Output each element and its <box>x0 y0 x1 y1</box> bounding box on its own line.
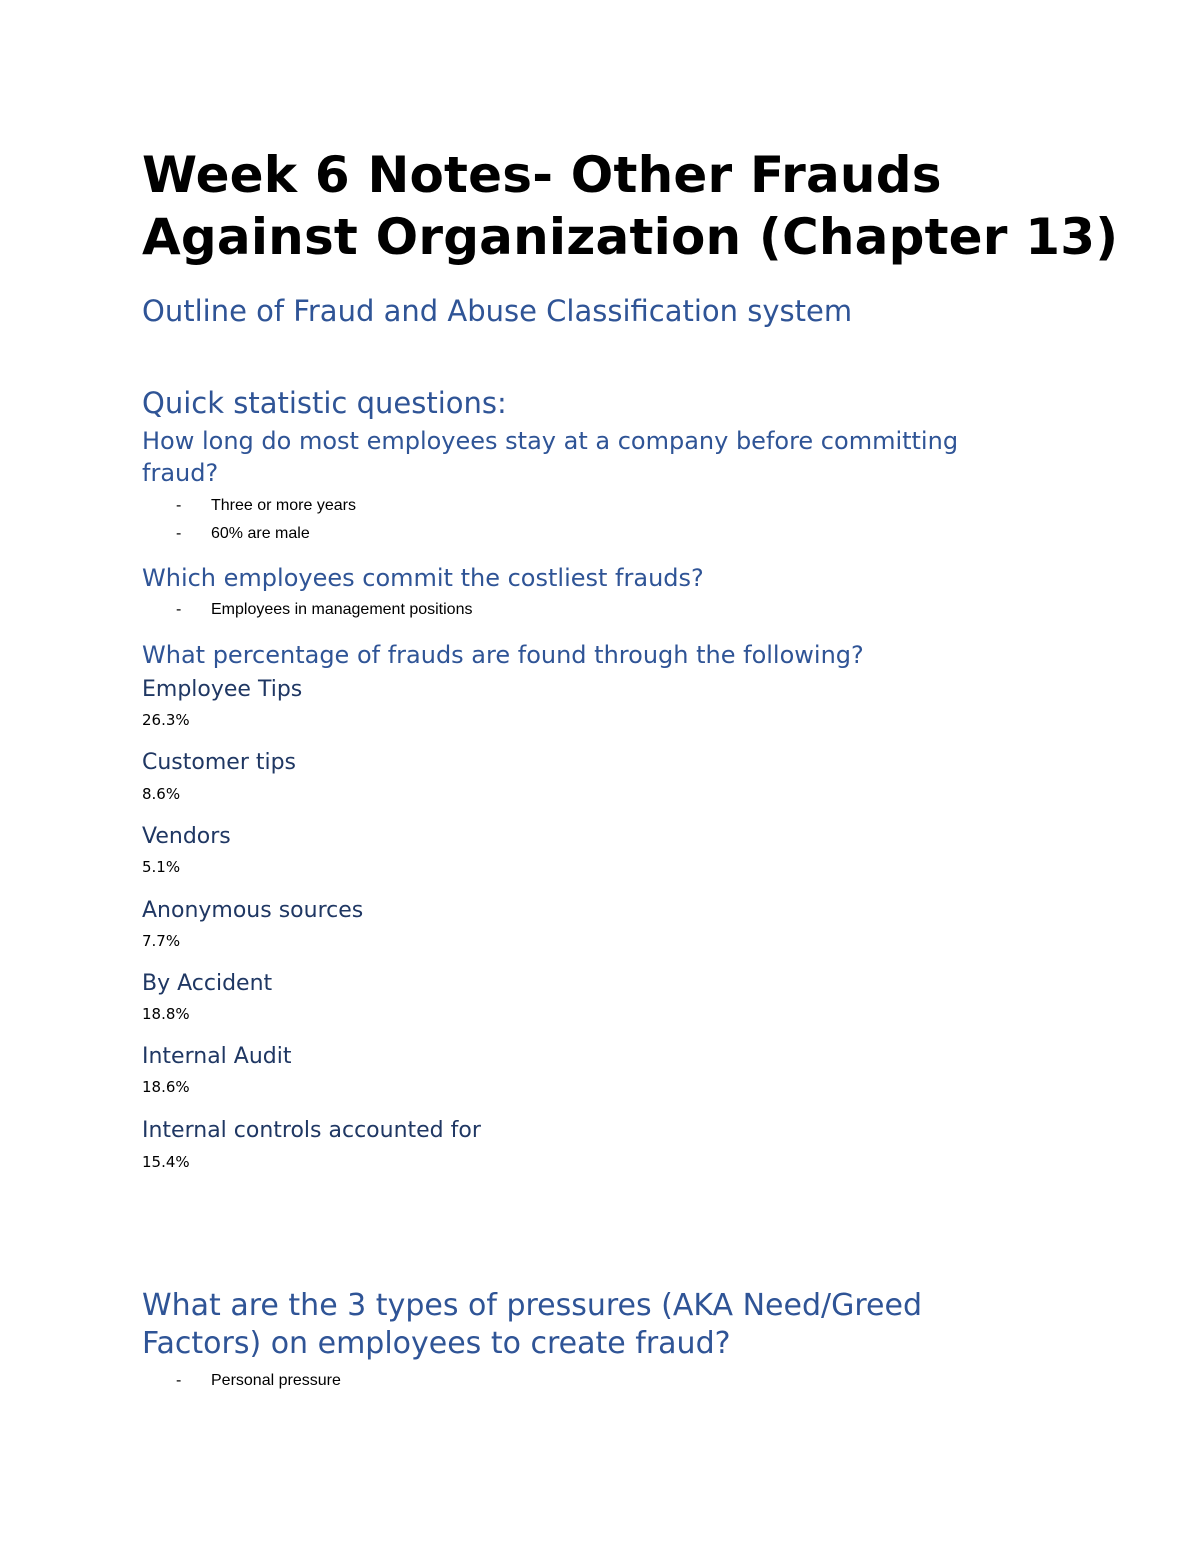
stat-label: Anonymous sources <box>142 898 364 923</box>
section-heading-quick-statistics: Quick statistic questions: <box>142 386 507 420</box>
list-item-text: Employees in management positions <box>211 601 473 618</box>
subtitle: Outline of Fraud and Abuse Classification system <box>142 294 853 328</box>
stat-label: Vendors <box>142 824 231 849</box>
page-title-line-1: Week 6 Notes- Other Frauds <box>142 146 942 204</box>
question-heading-3: What percentage of frauds are found through the following? <box>142 641 864 669</box>
list-item <box>176 523 310 545</box>
stat-value: 26.3% <box>142 711 190 729</box>
list-item-text: Three or more years <box>211 497 356 514</box>
list-item-text: Personal pressure <box>211 1372 341 1389</box>
stat-value: 18.6% <box>142 1078 190 1096</box>
stat-value: 18.8% <box>142 1005 190 1023</box>
list-item-text: 60% are male <box>211 525 310 542</box>
bullet-dash: - <box>176 525 182 542</box>
question-heading-2: Which employees commit the costliest frauds? <box>142 564 704 592</box>
stat-value: 15.4% <box>142 1153 190 1171</box>
stat-label: Internal Audit <box>142 1044 292 1069</box>
stat-label: By Accident <box>142 971 273 996</box>
stat-value: 8.6% <box>142 785 181 803</box>
stat-label: Internal controls accounted for <box>142 1118 481 1143</box>
question-heading-1-line-2: fraud? <box>142 459 219 487</box>
bullet-dash: - <box>176 497 182 514</box>
question-heading-4-line-1: What are the 3 types of pressures (AKA Need/Greed <box>142 1288 922 1323</box>
list-item <box>176 599 472 621</box>
list-item <box>176 1370 341 1392</box>
stat-label: Customer tips <box>142 750 297 775</box>
stat-value: 5.1% <box>142 858 181 876</box>
question-heading-1-line-1: How long do most employees stay at a company before committing <box>142 427 959 455</box>
list-item <box>176 495 356 517</box>
stat-label: Employee Tips <box>142 677 303 702</box>
bullet-dash: - <box>176 1372 182 1389</box>
page-title-line-2: Against Organization (Chapter 13) <box>142 208 1119 266</box>
bullet-dash: - <box>176 601 182 618</box>
stat-value: 7.7% <box>142 932 181 950</box>
question-heading-4-line-2: Factors) on employees to create fraud? <box>142 1326 731 1361</box>
